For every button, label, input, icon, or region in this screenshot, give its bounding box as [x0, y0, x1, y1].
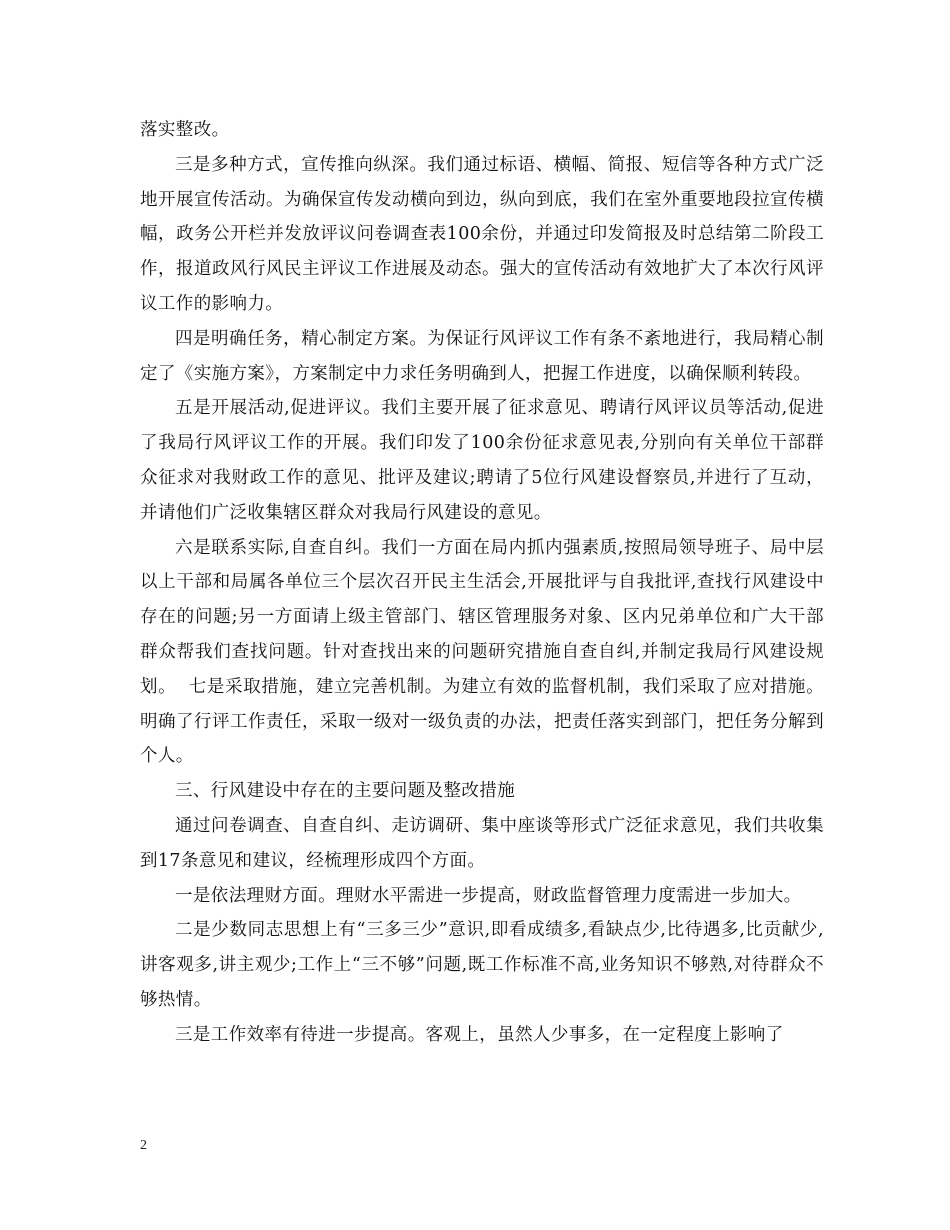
- paragraph: 通过问卷调查、自查自纠、走访调研、集中座谈等形式广泛征求意见，我们共收集到17条意见和建议，经梳理形成四个方面。: [140, 815, 824, 871]
- paragraph: 二是少数同志思想上有“三多三少”意识,即看成绩多,看缺点少,比待遇多,比贡献少,讲客观多,讲主观少;工作上“三不够”问题,既工作标准不高,业务知识不够熟,对待群众不够热情。: [140, 920, 824, 1010]
- paragraph: 落实整改。: [140, 120, 230, 140]
- paragraph: 三是工作效率有待进一步提高。客观上，虽然人少事多，在一定程度上影响了: [175, 1024, 784, 1045]
- paragraph: 一是依法理财方面。理财水平需进一步提高，财政监督管理力度需进一步加大。: [175, 885, 802, 906]
- page-number: 2: [140, 1138, 147, 1153]
- paragraph: 三是多种方式，宣传推向纵深。我们通过标语、横幅、简报、短信等各种方式广泛地开展宣传活动。为确保宣传发动横向到边，纵向到底，我们在室外重要地段拉宣传横幅，政务公开栏并发放评议问卷调查表100余份，并通过印发简报及时总结第二阶段工作，报道政风行风民主评议工作进展及动态。强大的宣传活动有效地扩大了本次行风评议工作的影响力。: [140, 154, 824, 314]
- section-heading: 三、行风建设中存在的主要问题及整改措施: [175, 781, 516, 802]
- paragraph: 六是联系实际,自查自纠。我们一方面在局内抓内强素质,按照局领导班子、局中层以上干部和局属各单位三个层次召开民主生活会,开展批评与自我批评,查找行风建设中存在的问题;另一方面请上级主管部门、辖区管理服务对象、区内兄弟单位和广大干部群众帮我们查找问题。针对查找出来的问题研究措施自查自纠,并制定我局行风建设规划。 七是采取措施，建立完善机制。为建立有效的监督机制，我们采取了应对措施。明确了行评工作责任，采取一级对一级负责的办法，把责任落实到部门，把任务分解到个人。: [140, 537, 824, 767]
- document-body: [140, 113, 824, 1053]
- paragraph: 四是明确任务，精心制定方案。为保证行风评议工作有条不紊地进行，我局精心制定了《实施方案》，方案制定中力求任务明确到人，把握工作进度，以确保顺利转段。: [140, 328, 824, 384]
- paragraph: 五是开展活动,促进评议。我们主要开展了征求意见、聘请行风评议员等活动,促进了我局行风评议工作的开展。我们印发了100余份征求意见表,分别向有关单位干部群众征求对我财政工作的意见、批评及建议;聘请了5位行风建设督察员,并进行了互动，并请他们广泛收集辖区群众对我局行风建设的意见。: [140, 398, 824, 523]
